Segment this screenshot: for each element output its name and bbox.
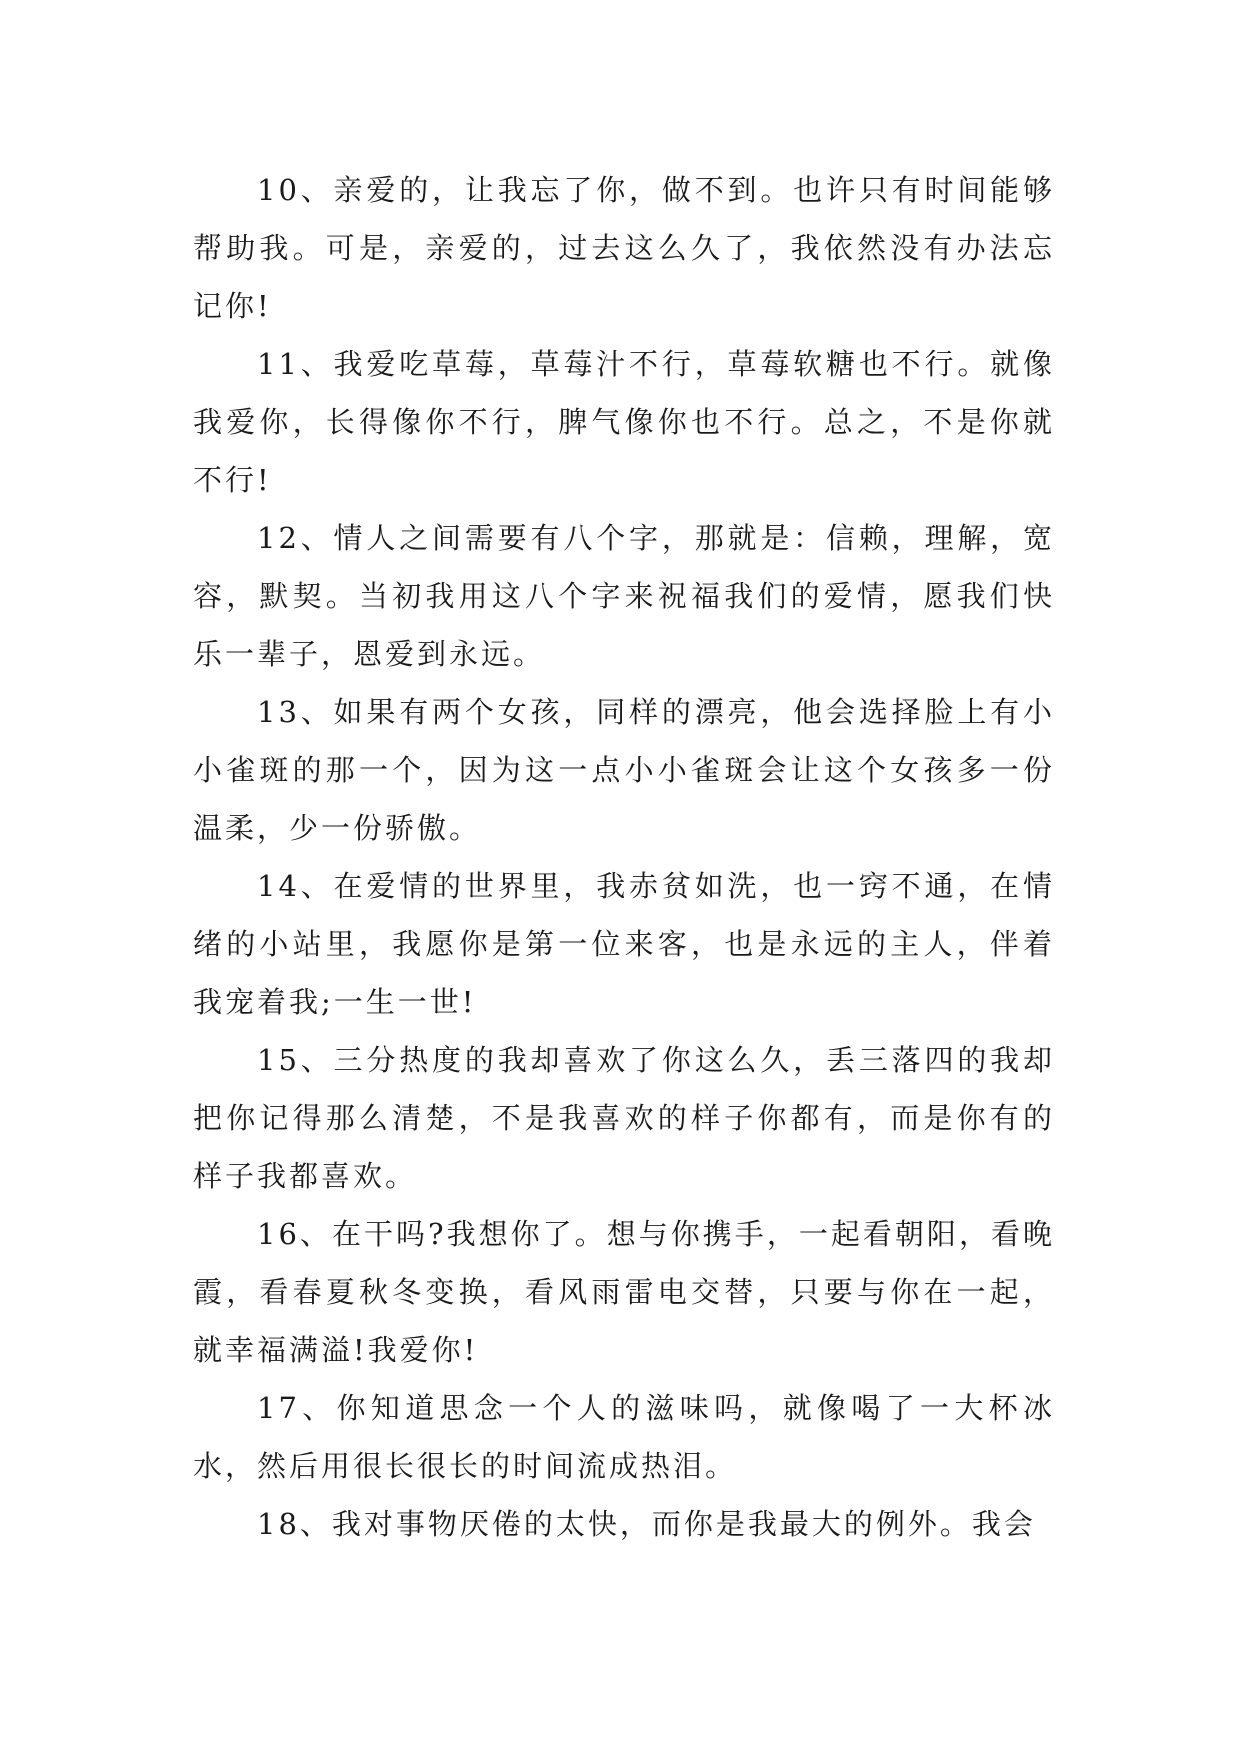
paragraph-10: 10、亲爱的，让我忘了你，做不到。也许只有时间能够帮助我。可是，亲爱的，过去这么久了，我依然没有办法忘记你!: [193, 173, 1055, 323]
paragraph-13: 13、如果有两个女孩，同样的漂亮，他会选择脸上有小小雀斑的那一个，因为这一点小小雀斑会让这个女孩多一份温柔，少一份骄傲。: [193, 695, 1055, 845]
document-body: [193, 161, 1055, 1553]
paragraph-18: 18、我对事物厌倦的太快，而你是我最大的例外。我会: [257, 1507, 1036, 1541]
paragraph-16: 16、在干吗?我想你了。想与你携手，一起看朝阳，看晚霞，看春夏秋冬变换，看风雨雷电交替，只要与你在一起，就幸福满溢!我爱你!: [193, 1217, 1055, 1367]
paragraph-11: 11、我爱吃草莓，草莓汁不行，草莓软糖也不行。就像我爱你，长得像你不行，脾气像你也不行。总之，不是你就不行!: [193, 347, 1055, 497]
paragraph-15: 15、三分热度的我却喜欢了你这么久，丢三落四的我却把你记得那么清楚，不是我喜欢的样子你都有，而是你有的样子我都喜欢。: [193, 1043, 1055, 1193]
paragraph-17: 17、你知道思念一个人的滋味吗，就像喝了一大杯冰水，然后用很长很长的时间流成热泪。: [193, 1391, 1055, 1483]
paragraph-14: 14、在爱情的世界里，我赤贫如洗，也一窍不通，在情绪的小站里，我愿你是第一位来客，也是永远的主人，伴着我宠着我;一生一世!: [193, 869, 1055, 1019]
paragraph-12: 12、情人之间需要有八个字，那就是：信赖，理解，宽容，默契。当初我用这八个字来祝福我们的爱情，愿我们快乐一辈子，恩爱到永远。: [193, 521, 1055, 671]
